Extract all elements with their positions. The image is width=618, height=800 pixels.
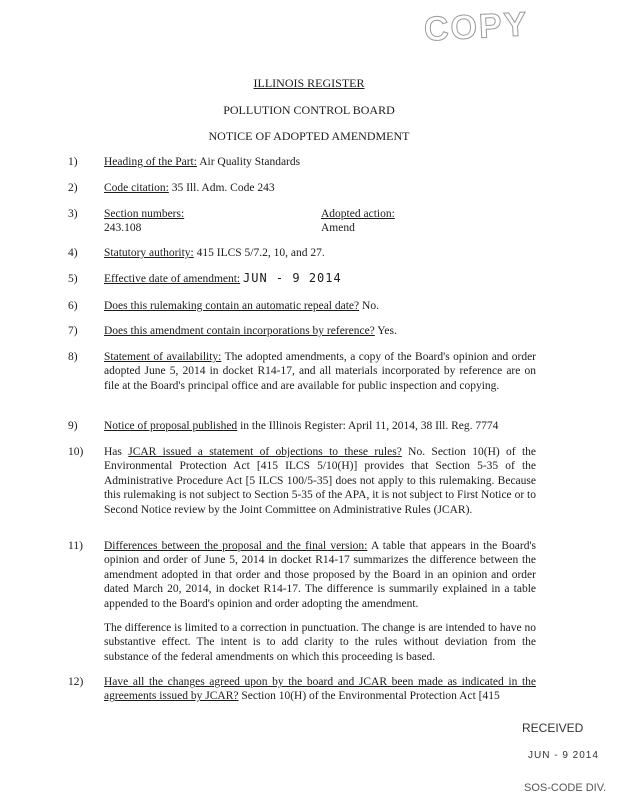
item-pre: Has [104, 446, 122, 458]
item-value: Air Quality Standards [199, 156, 301, 168]
item-differences-note: The difference is limited to a correction in punctuation. The change is are intended to have no substantive effect. The intent is to add clarity to the rules without deviation from the substance of the federal amendments on which this proceeding is based. [104, 622, 536, 663]
section-number-value: 243.108 [104, 222, 142, 234]
item-number: 3) [68, 208, 78, 220]
item-heading-of-part [104, 155, 536, 169]
notice-heading: NOTICE OF ADOPTED AMENDMENT [208, 129, 410, 143]
item-value: 35 Ill. Adm. Code 243 [171, 182, 275, 194]
item-number: 10) [68, 446, 84, 458]
item-code-citation [104, 181, 536, 195]
item-label: JCAR issued a statement of objections to these rules? [128, 446, 402, 458]
item-value: No. [362, 300, 379, 312]
register-heading: ILLINOIS REGISTER [253, 76, 365, 90]
item-label: Notice of proposal published [104, 420, 238, 432]
item-text: Section 10(H) of the Environmental Protection Act [415 [241, 690, 500, 703]
copy-stamp: COPY [423, 5, 530, 49]
item-label: Does this rulemaking contain an automatic repeal date? [104, 300, 360, 312]
section-numbers-label: Section numbers: [104, 208, 185, 220]
item-label: Statement of availability: [104, 351, 222, 363]
received-stamp-date: JUN - 9 2014 [528, 750, 599, 761]
item-notice-of-proposal [104, 419, 536, 433]
item-label: Effective date of amendment: [104, 273, 241, 285]
item-text: The adopted amendments, a copy of the Board's opinion and order adopted June 5, 2014 in docket R14-17, and all materials incorporated by reference are on file at the Board's principal office and are available for public inspection and copying. [104, 351, 536, 392]
item-number: 12) [68, 676, 84, 688]
item-repeal-date [104, 299, 536, 313]
item-number: 9) [68, 420, 78, 432]
item-value: 415 ILCS 5/7.2, 10, and 27. [196, 247, 325, 259]
item-label: Does this amendment contain incorporations by reference? [104, 325, 375, 337]
effective-date-stamp: JUN - 9 2014 [243, 271, 342, 285]
item-text: A table that appears in the Board's opinion and order of June 5, 2014 in docket R14-17 summarizes the difference between the amendment adopted in that order and those proposed by the Board in an opinion and order dated March 20, 2014, in docket R14-17. The difference is summarily explained in a table appended to the Board's opinion and order adopting the amendment. [104, 540, 537, 610]
item-differences [104, 539, 536, 611]
item-label: Statutory authority: [104, 247, 194, 259]
received-stamp-title: RECEIVED [522, 721, 584, 735]
item-text: No. Section 10(H) of the Environmental Protection Act [415 ILCS 5/10(H)] provides that Section 5-35 of the Administrative Procedure Act [5 ILCS 100/5-35] does not apply to this rulemaking. Because this rulemaking is not subject to Section 5-35 of the APA, it is not subject to First Notice or to Second Notice review by the Joint Committee on Administrative Rules (JCAR). [104, 446, 536, 516]
item-number: 2) [68, 182, 78, 194]
item-incorporations [104, 324, 536, 338]
item-text: in the Illinois Register: April 11, 2014, 38 Ill. Reg. 7774 [240, 420, 499, 432]
item-number: 11) [68, 540, 83, 552]
item-jcar-agreements [104, 675, 536, 704]
item-label: Differences between the proposal and the final version: [104, 540, 368, 552]
item-value: Yes. [377, 325, 397, 337]
item-statutory-authority [104, 246, 536, 260]
item-number: 8) [68, 351, 78, 363]
item-effective-date [104, 271, 536, 286]
item-number: 7) [68, 325, 78, 337]
adopted-action-label: Adopted action: [321, 208, 395, 220]
item-number: 6) [68, 300, 78, 312]
item-number: 4) [68, 247, 78, 259]
adopted-action-value: Amend [321, 222, 355, 234]
item-label: Code citation: [104, 182, 169, 194]
item-label: Heading of the Part: [104, 156, 197, 168]
item-number: 1) [68, 156, 78, 168]
item-label: Have all the changes agreed upon by the board and JCAR been made as indicated in the agreements issued by JCAR? [104, 676, 536, 703]
item-jcar-objections [104, 445, 536, 517]
item-number: 5) [68, 273, 78, 285]
board-heading: POLLUTION CONTROL BOARD [223, 103, 395, 117]
received-stamp-office: SOS-CODE DIV. [524, 782, 607, 794]
item-availability [104, 350, 536, 393]
